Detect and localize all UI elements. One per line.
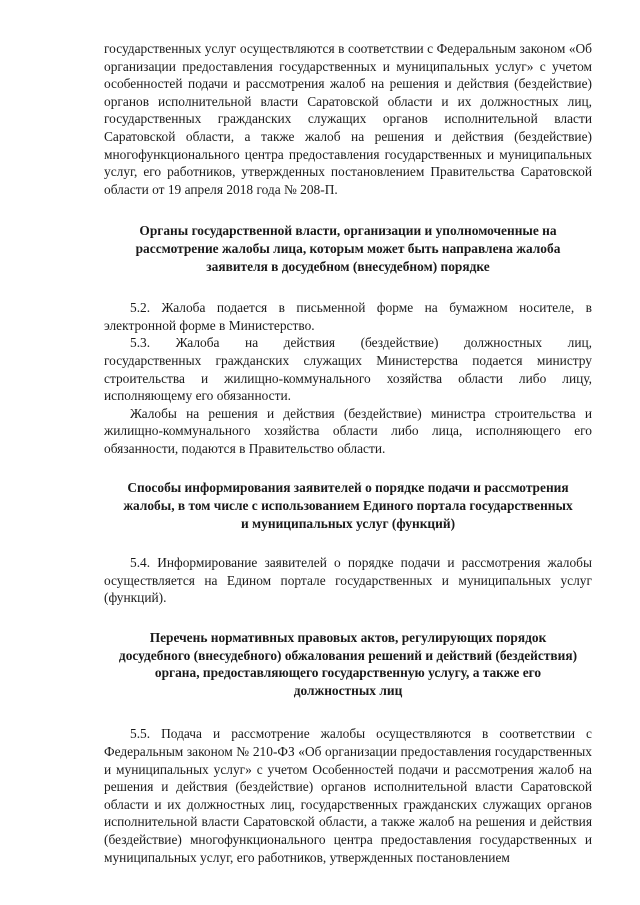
paragraph-5-3: государственных гражданских служащих Министерства подается министру строительства и жилищно-коммунального хозяйства области либо лицу, исполняющему его обязанности. — [104, 352, 592, 404]
paragraph-5-5: 5.5. Подача и рассмотрение жалобы осуществляются в соответствии с Федеральным законом № 210-ФЗ «Об организации предоставления государственных и муниципальных услуг» с учетом Особенностей подачи и рассмотрения жалоб на решения и действия (бездействие) органов исполнительной власти Саратовской области и их должностных лиц, государственных гражданских служащих органов исполнительной власти Саратовской области, а также жалоб на решения и действия (бездействие) многофункционального центра предоставления государственных и муниципальных услуг, его работников, утвержденных постановлением — [104, 726, 592, 865]
paragraph-continuation: государственных услуг осуществляются в соответствии с Федеральным законом «Об организации предоставления государственных и муниципальных услуг» с учетом особенностей подачи и рассмотрения жалоб на решения и действия (бездействие) органов исполнительной власти Саратовской области и их должностных лиц, государственных гражданских служащих органов исполнительной власти Саратовской области, а также жалоб на решения и действия (бездействие) многофункционального центра предоставления государственных и муниципальных услуг, его работников, утвержденных постановлением Правительства Саратовской области от 19 апреля 2018 года № 208-П. — [104, 41, 592, 197]
section-heading-authorities: Органы государственной власти, организации и уполномоченные на рассмотрение жалобы лица, которым может быть направлена жалоба заявителя в досудебном (внесудебном) порядке — [135, 223, 561, 274]
section-heading-informing: Способы информирования заявителей о порядке подачи и рассмотрения жалобы, в том числе с использованием Единого портала государственных и муниципальных услуг (функций) — [123, 480, 573, 531]
section-heading-legal-acts: Перечень нормативных правовых актов, регулирующих порядок досудебного (внесудебного) обжалования решений и действий (бездействия) органа, предоставляющего государственную услугу, а также его должностных лиц — [118, 630, 578, 698]
paragraph-5-4: 5.4. Информирование заявителей о порядке подачи и рассмотрения жалобы осуществляется на Едином портале государственных и муниципальных услуг (функций). — [104, 555, 592, 606]
paragraph-5-2: 5.2. Жалоба подается в письменной форме на бумажном носителе, в электронной форме в Министерство. — [104, 300, 592, 333]
paragraph-5-3-first-line: 5.3. Жалоба на действия (бездействие) должностных лиц, — [130, 335, 592, 351]
paragraph-complaints-minister: Жалобы на решения и действия (бездействие) министра строительства и жилищно-коммунального хозяйства области либо лица, исполняющего его обязанности, подаются в Правительство области. — [104, 405, 592, 456]
